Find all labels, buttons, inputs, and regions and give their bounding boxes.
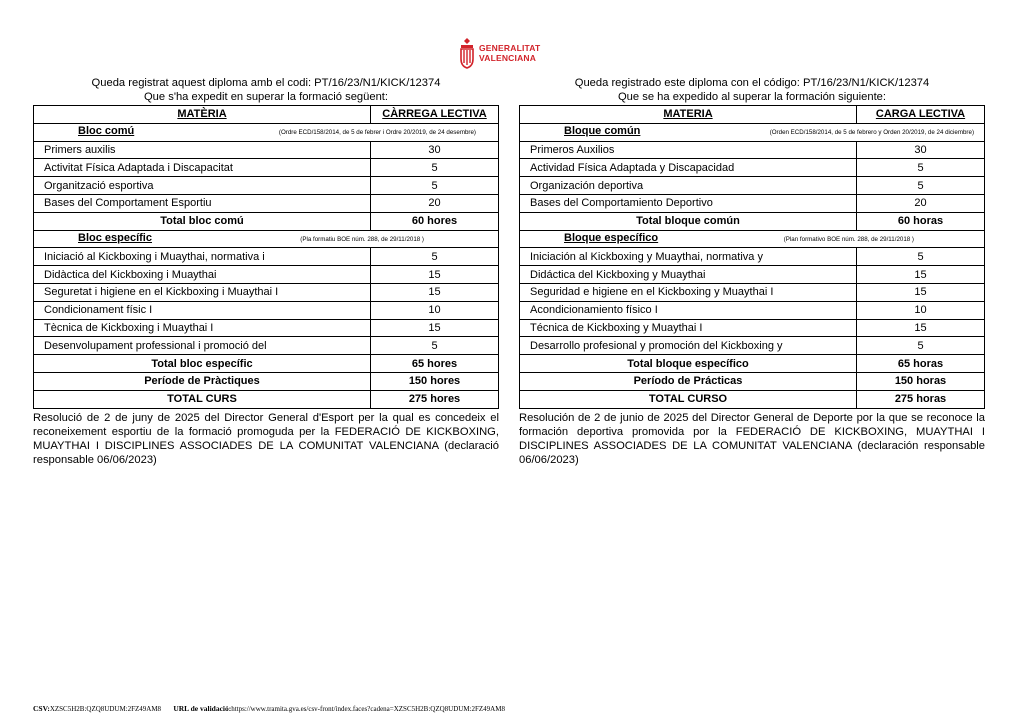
subject-name: Condicionament físic I xyxy=(34,301,371,319)
table-row xyxy=(34,194,499,212)
total-value: 65 horas xyxy=(857,355,985,373)
generalitat-emblem-icon xyxy=(459,37,475,69)
table-row xyxy=(520,141,985,159)
subject-hours: 5 xyxy=(371,337,499,355)
section-reference: (Ordre ECD/158/2014, de 5 de febrer i Ordre 20/2019, de 24 desembre) xyxy=(278,129,476,137)
table-row xyxy=(34,141,499,159)
subject-hours: 15 xyxy=(857,319,985,337)
practice-label: Período de Prácticas xyxy=(520,372,857,390)
section-total-row xyxy=(520,212,985,230)
table-row xyxy=(520,159,985,177)
subject-hours: 20 xyxy=(857,194,985,212)
table-header-row xyxy=(34,106,499,124)
subject-hours: 5 xyxy=(371,177,499,195)
section-reference: (Pla formatiu BOE núm. 288, de 29/11/2018 ) xyxy=(300,235,424,243)
table-row xyxy=(34,159,499,177)
practice-value: 150 horas xyxy=(857,372,985,390)
section-row-common xyxy=(520,123,985,141)
practice-row xyxy=(520,372,985,390)
subject-hours: 15 xyxy=(371,266,499,284)
table-row xyxy=(520,301,985,319)
section-total-row xyxy=(34,355,499,373)
generalitat-logo xyxy=(459,37,569,71)
subject-hours: 5 xyxy=(371,248,499,266)
spanish-column xyxy=(519,76,985,467)
table-header-row xyxy=(520,106,985,124)
table-row xyxy=(34,319,499,337)
course-total-value: 275 hores xyxy=(371,390,499,408)
training-table xyxy=(519,105,985,409)
resolution-text: Resolució de 2 de juny de 2025 del Director General d'Esport per la qual es concedeix el reconeixement esportiu de la formació promoguda per la FEDERACIÓ DE KICKBOXING, MUAYTHAI I DISCIPLINES ASSOCIADES DE LA COMUNITAT VALENCIANA (declaració responsable 06/06/2023) xyxy=(33,411,499,466)
logo-line1: GENERALITAT xyxy=(479,43,541,53)
subject-name: Organización deportiva xyxy=(520,177,857,195)
subject-name: Primers auxilis xyxy=(34,141,371,159)
table-row xyxy=(34,337,499,355)
subject-name: Actividad Física Adaptada y Discapacidad xyxy=(520,159,857,177)
csv-code: XZSC5H2B:QZQ8UDUM:2FZ49AM8 xyxy=(49,705,162,713)
table-row xyxy=(520,177,985,195)
table-row xyxy=(520,283,985,301)
section-row-common xyxy=(34,123,499,141)
table-row xyxy=(34,301,499,319)
section-title: Bloque común xyxy=(564,125,641,138)
training-table xyxy=(33,105,499,409)
table-row xyxy=(520,319,985,337)
header-line1: Queda registrado este diploma con el código: PT/16/23/N1/KICK/12374 xyxy=(574,77,930,89)
total-value: 65 hores xyxy=(371,355,499,373)
table-row xyxy=(34,283,499,301)
total-label: Total bloc específic xyxy=(34,355,371,373)
table-row xyxy=(520,337,985,355)
total-label: Total bloque específico xyxy=(520,355,857,373)
subject-name: Técnica de Kickboxing y Muaythai I xyxy=(520,319,857,337)
header-line1: Queda registrat aquest diploma amb el codi: PT/16/23/N1/KICK/12374 xyxy=(91,77,441,89)
table-row xyxy=(34,266,499,284)
subject-hours: 10 xyxy=(371,301,499,319)
column-materia: MATÈRIA xyxy=(34,106,371,124)
subject-hours: 10 xyxy=(857,301,985,319)
subject-hours: 15 xyxy=(857,283,985,301)
subject-hours: 5 xyxy=(857,248,985,266)
subject-hours: 5 xyxy=(857,177,985,195)
table-row xyxy=(520,194,985,212)
course-total-label: TOTAL CURSO xyxy=(520,390,857,408)
subject-hours: 30 xyxy=(371,141,499,159)
subject-name: Bases del Comportamiento Deportivo xyxy=(520,194,857,212)
resolution-text: Resolución de 2 de junio de 2025 del Director General de Deporte por la que se reconoce la formación deportiva promovida por la FEDERACIÓ DE KICKBOXING, MUAYTHAI I DISCIPLINES ASSOCIADES DE LA COMUNITAT VALENCIANA (declaración responsable 06/06/2023) xyxy=(519,411,985,466)
column-materia: MATERIA xyxy=(520,106,857,124)
subject-name: Seguretat i higiene en el Kickboxing i Muaythai I xyxy=(34,283,371,301)
subject-name: Organització esportiva xyxy=(34,177,371,195)
subject-name: Didàctica del Kickboxing i Muaythai xyxy=(34,266,371,284)
section-title: Bloc específic xyxy=(78,231,152,244)
section-reference: (Plan formativo BOE núm. 288, de 29/11/2018 ) xyxy=(783,235,914,243)
total-value: 60 hores xyxy=(371,212,499,230)
practice-row xyxy=(34,372,499,390)
subject-name: Seguridad e higiene en el Kickboxing y Muaythai I xyxy=(520,283,857,301)
course-total-row xyxy=(34,390,499,408)
subject-hours: 15 xyxy=(371,283,499,301)
practice-label: Període de Pràctiques xyxy=(34,372,371,390)
course-total-label: TOTAL CURS xyxy=(34,390,371,408)
section-title: Bloc comú xyxy=(78,125,135,138)
header-line2: Que s'ha expedit en superar la formació següent: xyxy=(143,91,389,103)
csv-footer xyxy=(33,704,505,713)
section-row-specific xyxy=(34,230,499,248)
section-total-row xyxy=(520,355,985,373)
header-line2: Que se ha expedido al superar la formación siguiente: xyxy=(617,91,887,103)
subject-hours: 5 xyxy=(857,337,985,355)
table-row xyxy=(34,177,499,195)
subject-name: Iniciación al Kickboxing y Muaythai, normativa y xyxy=(520,248,857,266)
csv-label: CSV: xyxy=(33,704,50,713)
subject-name: Desenvolupament professional i promoció del xyxy=(34,337,371,355)
validation-url[interactable]: https://www.tramita.gva.es/csv-front/index.faces?cadena=XZSC5H2B:QZQ8UDUM:2FZ49AM8 xyxy=(231,705,505,713)
subject-name: Didáctica del Kickboxing y Muaythai xyxy=(520,266,857,284)
column-carrega: CARGA LECTIVA xyxy=(857,106,985,124)
logo-line2: VALENCIANA xyxy=(479,53,537,63)
course-total-row xyxy=(520,390,985,408)
subject-hours: 5 xyxy=(371,159,499,177)
subject-name: Primeros Auxilios xyxy=(520,141,857,159)
section-title: Bloque específico xyxy=(564,231,659,244)
url-label: URL de validació: xyxy=(173,704,232,713)
section-total-row xyxy=(34,212,499,230)
subject-name: Activitat Física Adaptada i Discapacitat xyxy=(34,159,371,177)
course-total-value: 275 horas xyxy=(857,390,985,408)
section-row-specific xyxy=(520,230,985,248)
subject-hours: 15 xyxy=(857,266,985,284)
subject-hours: 15 xyxy=(371,319,499,337)
table-row xyxy=(34,248,499,266)
subject-name: Desarrollo profesional y promoción del Kickboxing y xyxy=(520,337,857,355)
table-row xyxy=(520,248,985,266)
subject-name: Bases del Comportament Esportiu xyxy=(34,194,371,212)
subject-name: Tècnica de Kickboxing i Muaythai I xyxy=(34,319,371,337)
subject-name: Acondicionamiento físico I xyxy=(520,301,857,319)
subject-hours: 20 xyxy=(371,194,499,212)
column-carrega: CÀRREGA LECTIVA xyxy=(371,106,499,124)
total-label: Total bloque común xyxy=(520,212,857,230)
subject-name: Iniciació al Kickboxing i Muaythai, normativa i xyxy=(34,248,371,266)
catalan-column xyxy=(33,76,499,467)
subject-hours: 5 xyxy=(857,159,985,177)
practice-value: 150 hores xyxy=(371,372,499,390)
subject-hours: 30 xyxy=(857,141,985,159)
table-row xyxy=(520,266,985,284)
total-label: Total bloc comú xyxy=(34,212,371,230)
total-value: 60 horas xyxy=(857,212,985,230)
section-reference: (Orden ECD/158/2014, de 5 de febrero y Orden 20/2019, de 24 diciembre) xyxy=(769,129,974,137)
